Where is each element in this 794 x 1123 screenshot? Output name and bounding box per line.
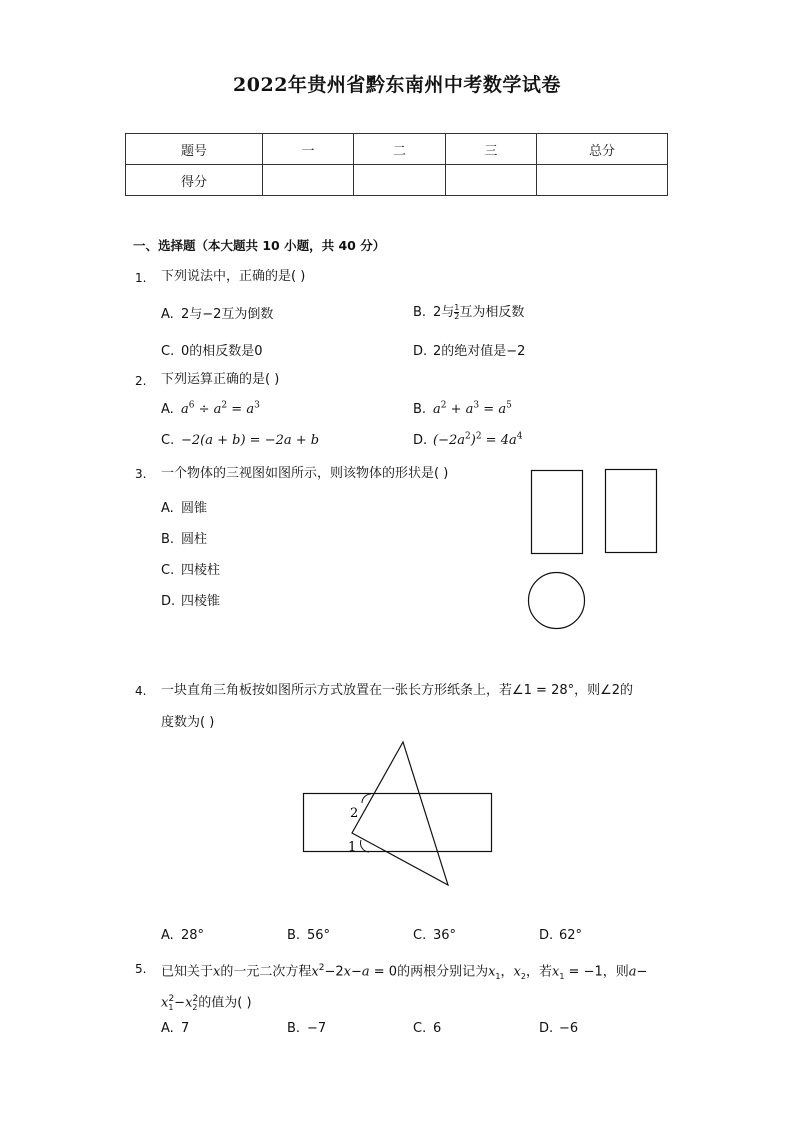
option-c: [161, 433, 319, 448]
score-header-cell: 总分: [537, 134, 668, 165]
option-d: [413, 432, 522, 448]
option-text: 36°: [433, 928, 457, 943]
option-text: 四棱柱: [181, 563, 221, 578]
option-text: 62°: [559, 928, 583, 943]
formula: $(-2a^2)^2 = 4a^4$: [433, 432, 523, 449]
question-number: 5.: [135, 962, 147, 976]
option-letter: B.: [287, 928, 301, 943]
option-b: [161, 528, 207, 547]
three-view-figure: [520, 462, 670, 637]
score-row-label: 得分: [126, 165, 263, 196]
option-letter: A.: [161, 1021, 174, 1036]
option-b: [413, 301, 524, 321]
angle-1-label: 1: [348, 840, 357, 855]
right-triangle: [352, 742, 448, 885]
option-text: −6: [559, 1021, 579, 1036]
side-view-rectangle: [606, 470, 657, 553]
option-letter: D.: [161, 594, 176, 609]
option-c: [413, 1021, 441, 1036]
option-a: [161, 928, 204, 943]
option-a: [161, 303, 273, 322]
option-letter: B.: [161, 532, 175, 547]
option-d: [413, 340, 525, 359]
top-view-circle: [529, 573, 585, 629]
option-text: 2与−2互为倒数: [181, 307, 274, 322]
option-text: 圆柱: [181, 532, 208, 547]
option-b: [287, 1021, 326, 1036]
score-header-cell: 三: [446, 134, 537, 165]
question-number: 3.: [135, 467, 147, 481]
score-cell: [354, 165, 446, 196]
option-letter: B.: [413, 305, 427, 320]
option-text: 2的绝对值是−2: [433, 344, 526, 359]
question-number: 2.: [135, 374, 147, 388]
triangle-strip-figure: [295, 735, 500, 895]
front-view-rectangle: [532, 471, 583, 554]
question-number: 1.: [135, 271, 147, 285]
fraction-denominator: 2: [454, 312, 460, 321]
option-letter: C.: [161, 433, 175, 448]
fraction-numerator: 1: [454, 303, 460, 312]
question-stem: 下列说法中，正确的是( ): [161, 269, 306, 284]
option-c: [161, 340, 263, 359]
option-letter: A.: [161, 402, 174, 418]
option-text: 0的相反数是0: [181, 344, 263, 359]
option-text: 7: [181, 1021, 190, 1036]
option-b: [413, 401, 512, 417]
question-stem: 下列运算正确的是( ): [161, 372, 280, 387]
option-letter: B.: [287, 1021, 301, 1036]
option-text: 28°: [181, 928, 205, 943]
question-number: 4.: [135, 684, 147, 698]
option-d: [539, 1021, 578, 1036]
option-text: 四棱锥: [181, 594, 221, 609]
option-letter: A.: [161, 928, 174, 943]
option-letter: A.: [161, 307, 174, 322]
option-letter: C.: [161, 344, 175, 359]
option-text: 6: [433, 1021, 442, 1036]
angle-2-label: 2: [350, 806, 359, 821]
formula: $a^6 \div a^2 = a^3$: [181, 401, 260, 418]
option-text-pre: 2与: [433, 305, 455, 320]
option-a: [161, 497, 207, 516]
option-letter: C.: [413, 928, 427, 943]
score-header-cell: 一: [263, 134, 354, 165]
option-a: [161, 401, 260, 417]
option-text: −7: [307, 1021, 327, 1036]
question-stem: 一块直角三角板按如图所示方式放置在一张长方形纸条上，若∠1 = 28°，则∠2的: [161, 683, 634, 698]
formula: −2(a + b) = −2a + b: [181, 433, 320, 448]
option-d: [161, 590, 220, 609]
option-letter: B.: [413, 402, 427, 418]
option-text-post: 互为相反数: [459, 305, 525, 320]
section-heading: 一、选择题（本大题共 10 小题，共 40 分）: [133, 238, 386, 253]
option-a: [161, 1021, 189, 1036]
option-text: 56°: [307, 928, 331, 943]
score-table: [125, 133, 668, 196]
option-letter: D.: [539, 928, 554, 943]
option-c: [161, 559, 220, 578]
paper-strip-rectangle: [304, 794, 492, 852]
option-letter: C.: [413, 1021, 427, 1036]
formula: $a^2 + a^3 = a^5$: [433, 401, 512, 418]
exam-title: 2022年贵州省黔东南州中考数学试卷: [233, 74, 561, 96]
score-header-cell: 题号: [126, 134, 263, 165]
option-text: 圆锥: [181, 501, 208, 516]
option-b: [287, 928, 330, 943]
option-letter: D.: [413, 344, 428, 359]
score-header-cell: 二: [354, 134, 446, 165]
question-stem: 一个物体的三视图如图所示，则该物体的形状是( ): [161, 466, 449, 481]
option-letter: C.: [161, 563, 175, 578]
question-stem: 度数为( ): [161, 715, 215, 730]
option-d: [539, 928, 582, 943]
score-cell: [446, 165, 537, 196]
score-cell: [263, 165, 354, 196]
option-letter: D.: [413, 433, 428, 449]
score-table-header-row: [126, 134, 668, 165]
option-letter: A.: [161, 501, 174, 516]
question-stem: 已知关于x的一元二次方程$x^2-2x-a = 0$的两根分别记为$x_1$，$x_2$，若$x_1 = -1$，则a−: [161, 963, 648, 981]
question-stem: $x_1^2-x_2^2$的值为( ): [161, 994, 252, 1012]
option-c: [413, 928, 456, 943]
option-letter: D.: [539, 1021, 554, 1036]
score-cell: [537, 165, 668, 196]
score-table-score-row: [126, 165, 668, 196]
